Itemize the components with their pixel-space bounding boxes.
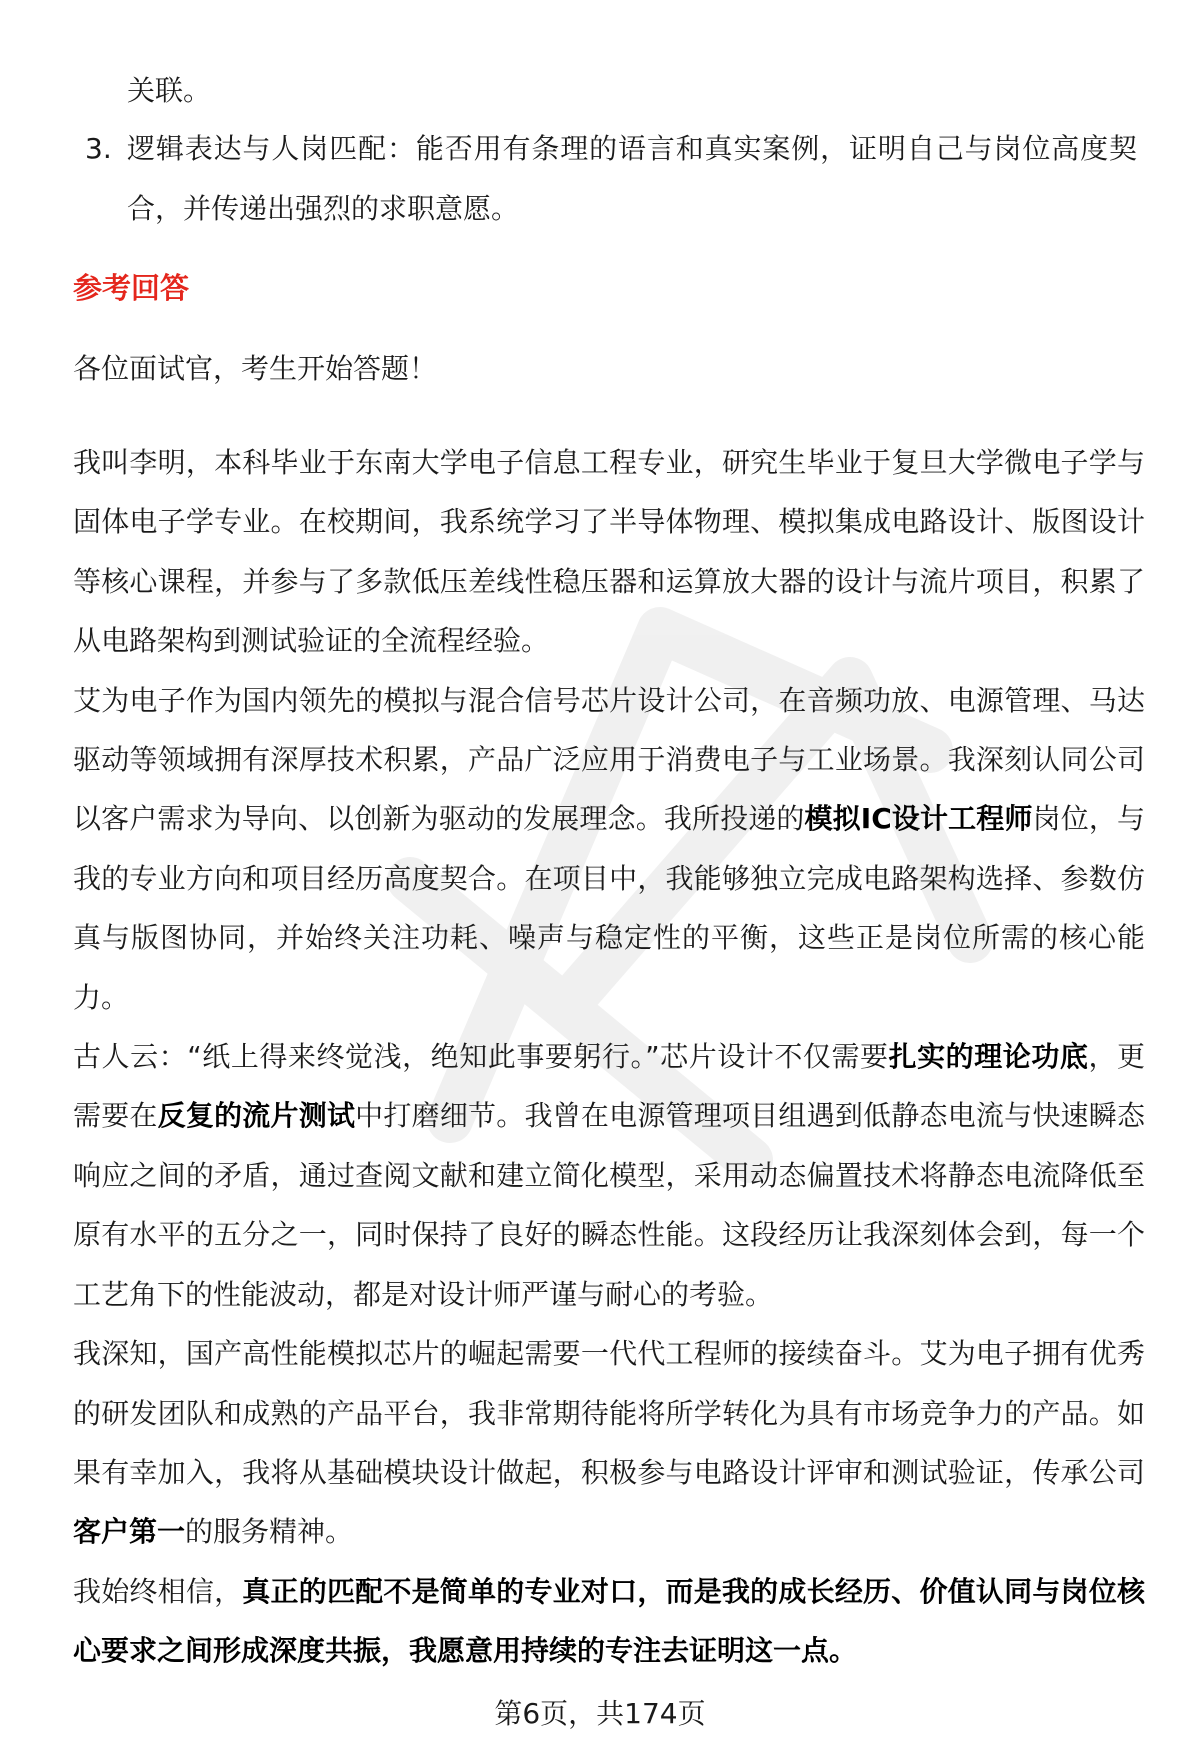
section-title: 参考回答: [73, 271, 190, 305]
greeting-line: 各位面试官，考生开始答题！: [73, 352, 438, 385]
emphasis-text: 客户第一: [73, 1515, 186, 1549]
paragraph-text: 的服务精神。: [185, 1515, 354, 1549]
paragraph-text: 古人云：“纸上得来终觉浅，绝知此事要躬行。”芯片设计不仅需要: [73, 1040, 889, 1074]
paragraph-text: 中打磨细节。我曾在电源管理项目组遇到低静态电流与快速瞬态响应之间的矛盾，通过查阅文献和建立简化模型，采用动态偏置技术将静态电流降低至原有水平的五分之一，同时保持了良好的瞬态性能。这段经历让我深刻体会到，每一个工艺角下的性能波动，都是对设计师严谨与耐心的考验。: [73, 1099, 1145, 1311]
paragraph-aspiration: [73, 1324, 1145, 1562]
paragraph-text: 我深知，国产高性能模拟芯片的崛起需要一代代工程师的接续奋斗。艾为电子拥有优秀的研发团队和成熟的产品平台，我非常期待能将所学转化为具有市场竞争力的产品。如果有幸加入，我将从基础模块设计做起，积极参与电路设计评审和测试验证，传承公司: [73, 1337, 1145, 1489]
paragraph-text: 我叫李明，本科毕业于东南大学电子信息工程专业，研究生毕业于复旦大学微电子学与固体电子学专业。在校期间，我系统学习了半导体物理、模拟集成电路设计、版图设计等核心课程，并参与了多款低压差线性稳压器和运算放大器的设计与流片项目，积累了从电路架构到测试验证的全流程经验。: [73, 446, 1145, 658]
paragraph-text: 岗位，与我的专业方向和项目经历高度契合。在项目中，我能够独立完成电路架构选择、参数仿真与版图协同，并始终关注功耗、噪声与稳定性的平衡，这些正是岗位所需的核心能力。: [73, 802, 1145, 1014]
paragraph-text: 我始终相信，: [73, 1574, 243, 1608]
paragraph-closing: [73, 1562, 1145, 1681]
emphasis-text: 真正的匹配不是简单的专业对口，而是我的成长经历、价值认同与岗位核心要求之间形成深度共振，我愿意用持续的专注去证明这一点。: [73, 1574, 1145, 1668]
paragraph-text: 艾为电子作为国内领先的模拟与混合信号芯片设计公司，在音频功放、电源管理、马达驱动等领域拥有深厚技术积累，产品广泛应用于消费电子与工业场景。我深刻认同公司以客户需求为导向、以创新为驱动的发展理念。我所投递的: [73, 683, 1145, 836]
emphasis-text: 扎实的理论功底: [888, 1040, 1089, 1074]
list-number: 3.: [85, 132, 112, 165]
emphasis-text: 反复的流片测试: [157, 1099, 356, 1133]
list-item-text: 逻辑表达与人岗匹配：能否用有条理的语言和真实案例，证明自己与岗位高度契合，并传递出强烈的求职意愿。: [127, 132, 1137, 225]
paragraph-experience: [73, 1027, 1145, 1324]
paragraph-intro: [73, 433, 1145, 671]
continuation-text: 关联。: [127, 74, 212, 107]
paragraph-company: [73, 671, 1145, 1027]
emphasis-text: 模拟IC设计工程师: [804, 802, 1033, 836]
paragraph-text: ，更需要在: [73, 1040, 1145, 1133]
list-item-3: [75, 119, 1140, 239]
page-footer: 第6页，共174页: [494, 1697, 706, 1730]
answer-body: [73, 433, 1145, 1681]
